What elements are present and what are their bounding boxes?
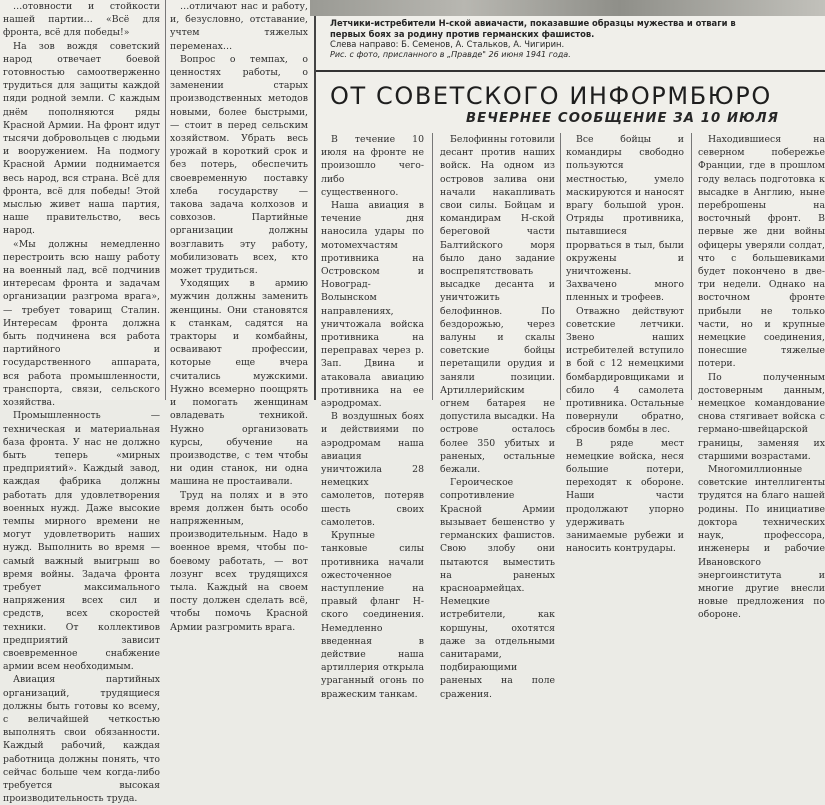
left-paragraph: «Мы должны немедленно перестроить всю нашу работу на военный лад, всё подчинив интересам фронта и задачам организации разгрома врага», — требует товарищ Сталин. Интересам фронта должна быть подчинена вся работа партийного и государственного аппарата, вся работа промышленности, транспорта, связи, сельского хозяйства.: [3, 238, 160, 409]
caption-credit: Рис. с фото, присланного в „Правде" 26 июня 1941 года.: [330, 49, 571, 59]
report-paragraph: В течение 10 июля на фронте не произошло чего-либо существенного.: [321, 134, 424, 198]
report-paragraph: Героическое сопротивление Красной Армии вызывает бешенство у германских фашистов. Свою злобу они пытаются выместить на раненых красноармейцах. Немецкие истребители, как коршуны, охотятся даже за отдельными санитарами, подбирающими раненых на поле сражения.: [440, 477, 555, 700]
middle-paragraph: Труд на полях и в это время должен быть особо напряженным, производительным. Надо в военное время, чтобы по-боевому работать, — вот лозунг всех трудящихся тыла. Каждый на своем посту должен сделать всё, чтобы помочь Красной Армии разгромить врага.: [170, 489, 308, 633]
report-column: [440, 133, 555, 700]
report-paragraph: Наша авиация в течение дня наносила удары по мотомехчастям противника на Островском и Новоград-Волынском направлениях, уничтожала войска противника на переправах через р. Зап. Двина и атаковала авиацию противника на ее аэродромах.: [321, 200, 424, 410]
headline: ОТ СОВЕТСКОГО ИНФОРМБЮРО: [330, 82, 772, 110]
pilots-photo: [310, 0, 825, 16]
report-paragraph: Многомиллионные советские интеллигенты трудятся на благо нашей родины. По инициативе доктора технических наук, профессора, инженеры и рабочие Ивановского энергоинститута и многие другие внесли новые предложения по обороне.: [698, 464, 825, 621]
caption-names: Слева направо: Б. Семенов, А. Стальков, А. Чигирин.: [330, 39, 565, 50]
report-paragraph: Находившиеся на северном побережье Франции, где в прошлом году велась подготовка к высадке в Англию, ныне переброшены на восточный фронт. В первые же дни войны офицеры уверяли солдат, что с большевиками будет покончено в две-три недели. Однако на восточном фронте прибыли не только части, но и крупные немецкие соединения, понесшие тяжелые потери.: [698, 134, 825, 370]
report-paragraph: В ряде мест немецкие войска, неся большие потери, переходят к обороне. Наши части продолжают упорно удерживать занимаемые рубежи и наносить контрудары.: [566, 437, 684, 555]
section-divider: [314, 0, 316, 400]
left-paragraph: На зов вождя советский народ отвечает боевой готовностью самоотверженно трудиться для защиты каждой пяди родной земли. С каждым днём пополняются ряды Красной Армии. На фронт идут тысячи добровольцев с людьми и вооружением. На подмогу Красной Армии поднимается весь народ, вся страна. Всё для фронта, всё для победы! Этой мыслью живет наша партия, наше правительство, весь народ.: [3, 40, 160, 237]
left-paragraph: Авиация партийных организаций, трудящиеся должны быть готовы ко всему, с величайшей четкостью выполнять свои обязанности. Каждый рабочий, каждая работница должны понять, что сейчас больше чем когда-либо требуется высокая производительность труда.: [3, 674, 160, 805]
left-top-fragment: …отовности и стойкости нашей партии… «Всё для фронта, всё для победы!»: [3, 1, 160, 39]
report-paragraph: Отважно действуют советские летчики. Звено наших истребителей вступило в бой с 12 немецкими бомбардировщиками и сбило 4 самолета противника. Остальные повернули обратно, сбросив бомбы в лес.: [566, 305, 684, 436]
column-divider: [560, 133, 561, 400]
column-divider: [165, 0, 166, 400]
report-column: [566, 133, 684, 555]
report-paragraph: Все бойцы и командиры свободно пользуются местностью, умело маскируются и наносят врагу большой урон. Отряды противника, пытавшиеся прорваться в тыл, были окружены и уничтожены. Захвачено много пленных и трофеев.: [566, 134, 684, 304]
caption-line: Летчики-истребители Н-ской авиачасти, показавшие образцы мужества и отваги в первых боях за родину против германских фашистов.: [330, 18, 736, 39]
left-article-column: [0, 0, 160, 805]
left-paragraph: Промышленность — техническая и материальная база фронта. У нас не должно быть теперь «мирных предприятий». Каждый завод, каждая фабрика должны работать для удовлетворения военных нужд. Даже высокие темпы мирного времени не могут удовлетворить наших нужд. Выполнить во время — самый важный выигрыш во время войны. Задача фронта требует максимального напряжения всех сил и средств, всех скоростей техники. От коллективов предприятий зависит своевременное снабжение армии всем необходимым.: [3, 410, 160, 673]
middle-paragraph: Уходящих в армию мужчин должны заменить женщины. Они становятся к станкам, садятся на тракторы и комбайны, осваивают профессии, которые еще вчера считались мужскими. Нужно всемерно поощрять и помогать женщинам овладевать техникой. Нужно организовать курсы, обучение на производстве, с тем чтобы ни один станок, ни одна машина не простаивали.: [170, 278, 308, 488]
report-paragraph: Белофинны готовили десант против наших войск. На одном из островов залива они начали накапливать свои силы. Бойцам и командирам Н-ской береговой части Балтийского моря было дано задание воспрепятствовать высадке десанта и уничтожить белофиннов. По бездорожью, через валуны и скалы советские бойцы перетащили орудия и заняли позиции. Артиллерийским огнем батарея не допустила высадки. На острове осталось более 350 убитых и раненых, остальные бежали.: [440, 134, 555, 476]
column-divider: [432, 133, 433, 400]
headline-top-rule: [316, 70, 825, 72]
photo-caption: [330, 18, 760, 68]
middle-article-column: [170, 0, 308, 633]
report-column: [698, 133, 825, 621]
report-paragraph: Крупные танковые силы противника начали ожесточенное наступление на правый фланг Н-ского соединения. Немедленно введенная в действие наша артиллерия открыла ураганный огонь по вражеским танкам.: [321, 530, 424, 700]
middle-top-fragment: …отличают нас и работу, и, безусловно, отставание, учтем тяжелых переменах…: [170, 1, 308, 52]
report-paragraph: По полученным достоверным данным, немецкое командование снова стягивает войска с германо-швейцарской границы, заменяя их старшими возрастами.: [698, 371, 825, 462]
report-column: [321, 133, 424, 700]
report-paragraph: В воздушных боях и действиями по аэродромам наша авиация уничтожила 28 немецких самолетов, потеряв шесть своих самолетов.: [321, 411, 424, 528]
column-divider: [691, 133, 692, 400]
middle-paragraph: Вопрос о темпах, о ценностях работы, о заменении старых производственных методов новыми, более быстрыми, — стоит в перед сельским хозяйством. Убрать весь урожай в короткий срок и без потерь, обеспечить своевременную поставку хлеба государству — такова задача колхозов и совхозов. Партийные организации должны возглавить эту работу, мобилизовать всех, кто может трудиться.: [170, 53, 308, 277]
subheadline: ВЕЧЕРНЕЕ СООБЩЕНИЕ ЗА 10 ИЮЛЯ: [466, 111, 779, 126]
